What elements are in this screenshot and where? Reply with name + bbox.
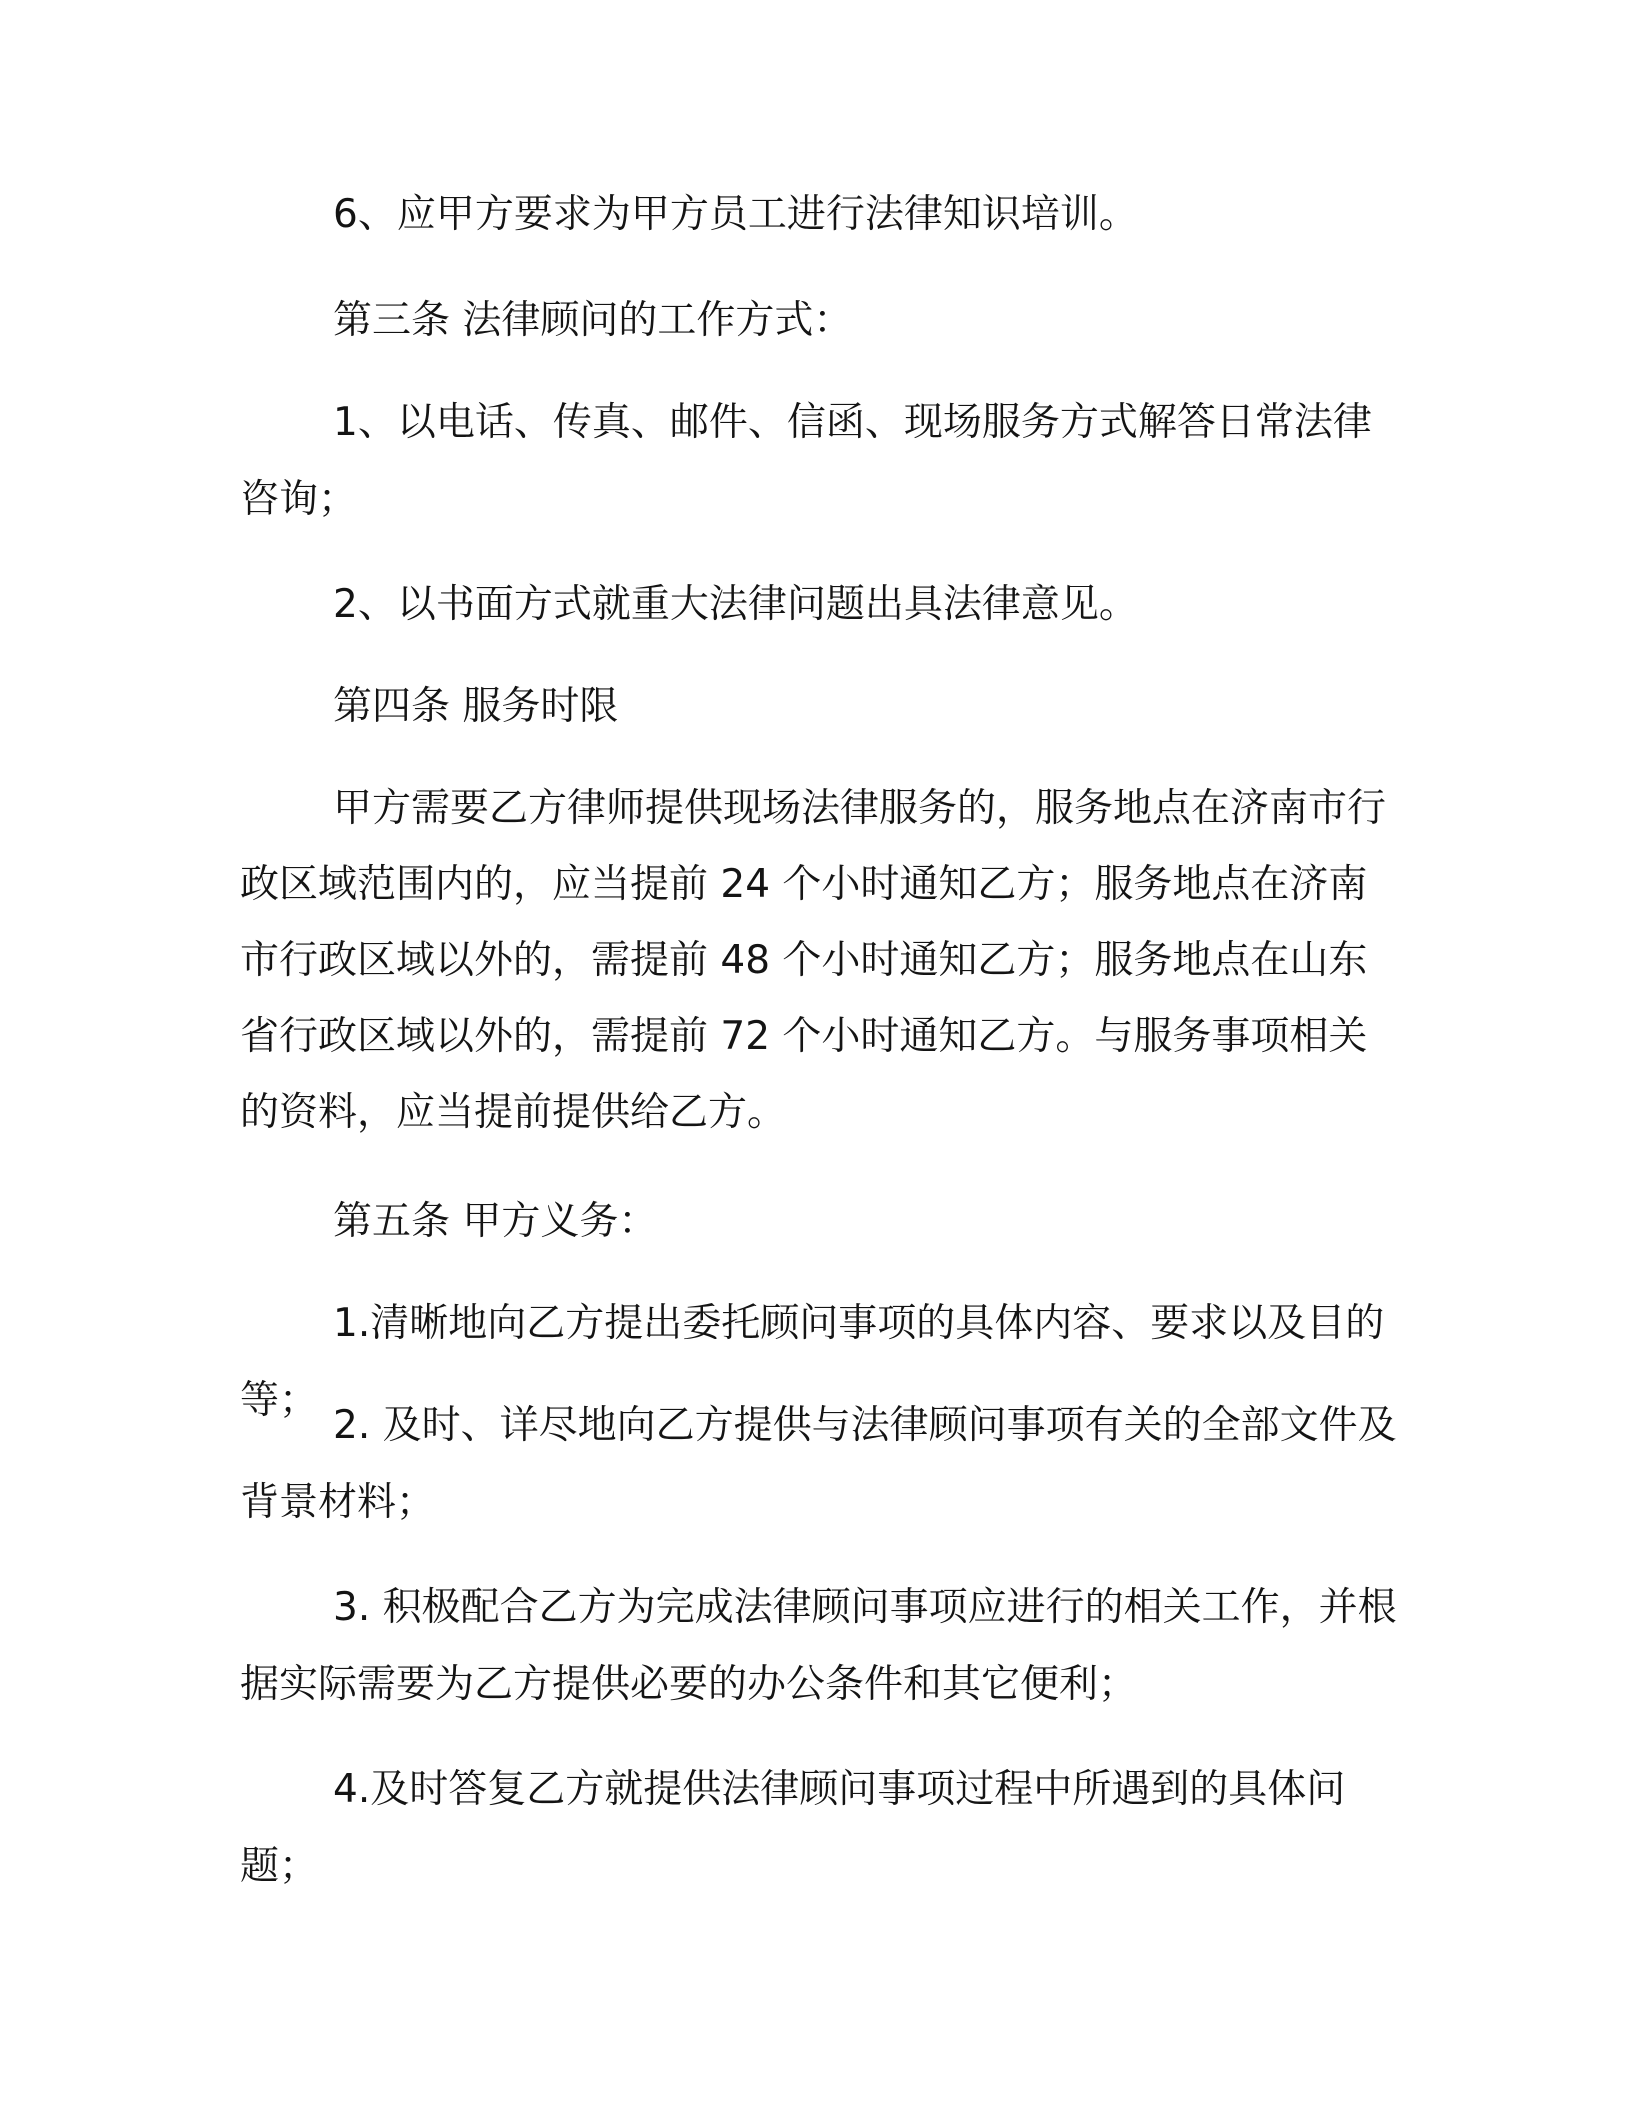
paragraph-obligation-3: 3. 积极配合乙方为完成法律顾问事项应进行的相关工作，并根据实际需要为乙方提供必要的办公条件和其它便利；	[240, 1585, 1397, 1707]
paragraph-training: 6、应甲方要求为甲方员工进行法律知识培训。	[333, 192, 1138, 237]
heading-article-4: 第四条 服务时限	[333, 684, 619, 729]
paragraph-method-1: 1、以电话、传真、邮件、信函、现场服务方式解答日常法律咨询；	[240, 400, 1372, 522]
paragraph-method-2: 2、以书面方式就重大法律问题出具法律意见。	[333, 582, 1138, 627]
paragraph-obligation-2: 2. 及时、详尽地向乙方提供与法律顾问事项有关的全部文件及背景材料；	[240, 1403, 1397, 1525]
heading-article-5: 第五条 甲方义务：	[333, 1199, 658, 1244]
paragraph-obligation-1: 1.清晰地向乙方提出委托顾问事项的具体内容、要求以及目的等；	[240, 1301, 1385, 1423]
heading-article-3: 第三条 法律顾问的工作方式：	[333, 298, 853, 343]
paragraph-obligation-4: 4.及时答复乙方就提供法律顾问事项过程中所遇到的具体问题；	[240, 1767, 1346, 1889]
paragraph-service-time: 甲方需要乙方律师提供现场法律服务的，服务地点在济南市行政区域范围内的，应当提前 24 个小时通知乙方；服务地点在济南市行政区域以外的，需提前 48 个小时通知乙方；服务地点在山东省行政区域以外的，需提前 72 个小时通知乙方。与服务事项相关的资料，应当提前提供给乙方。	[240, 786, 1387, 1135]
